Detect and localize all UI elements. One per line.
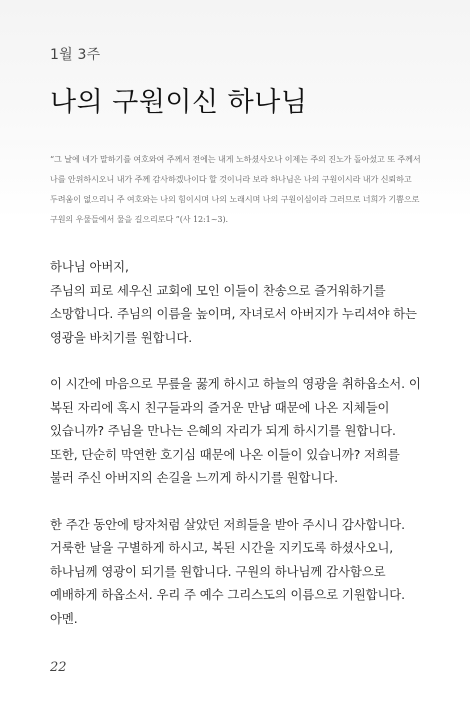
page-number: 22: [50, 660, 67, 675]
prayer-paragraph: 한 주간 동안에 탕자처럼 살았던 저희들을 받아 주시니 감사합니다. 거룩한 날을 구별하게 하시고, 복된 시간을 지키도록 하셨사오니, 하나님께 영광이 되기를 원합니다. 구원의 하나님께 감사함으로 예배하게 하옵소서. 우리 주 예수 그리스도의 이름으로 기원합니다. 아멘.: [50, 516, 406, 626]
prayer-greeting: 하나님 아버지,: [50, 259, 129, 274]
page-title: 나의 구원이신 하나님: [50, 87, 308, 118]
prayer-paragraph: 주님의 피로 세우신 교회에 모인 이들이 찬송으로 즐거워하기를 소망합니다. 주님의 이름을 높이며, 자녀로서 아버지가 누리셔야 하는 영광을 바치기를 원합니다.: [50, 282, 417, 345]
prayer-body: [50, 255, 422, 653]
scripture-verse: “그 날에 네가 말하기를 여호와여 주께서 전에는 내게 노하셨사오나 이제는 주의 진노가 돌아섰고 또 주께서 나를 안위하시오니 내가 주께 감사하겠나이다 할 것이니라 보라 하나님은 나의 구원이시라 내가 신뢰하고 두려움이 없으리니 주 여호와는 나의 힘이시며 나의 노래시며 나의 구원이심이라 그러므로 너희가 기쁨으로 구원의 우물들에서 물을 길으리로다 ”(사 12:1~3).: [50, 154, 421, 224]
prayer-paragraph: 이 시간에 마음으로 무릎을 꿇게 하시고 하늘의 영광을 취하옵소서. 이 복된 자리에 혹시 친구들과의 즐거운 만남 때문에 나온 지체들이 있습니까? 주님을 만나는 은혜의 자리가 되게 하시기를 원합니다. 또한, 단순히 막연한 호기심 때문에 나온 이들이 있습니까? 저희를 불러 주신 아버지의 손길을 느끼게 하시기를 원합니다.: [50, 376, 421, 485]
week-label: 1월 3주: [50, 47, 101, 63]
